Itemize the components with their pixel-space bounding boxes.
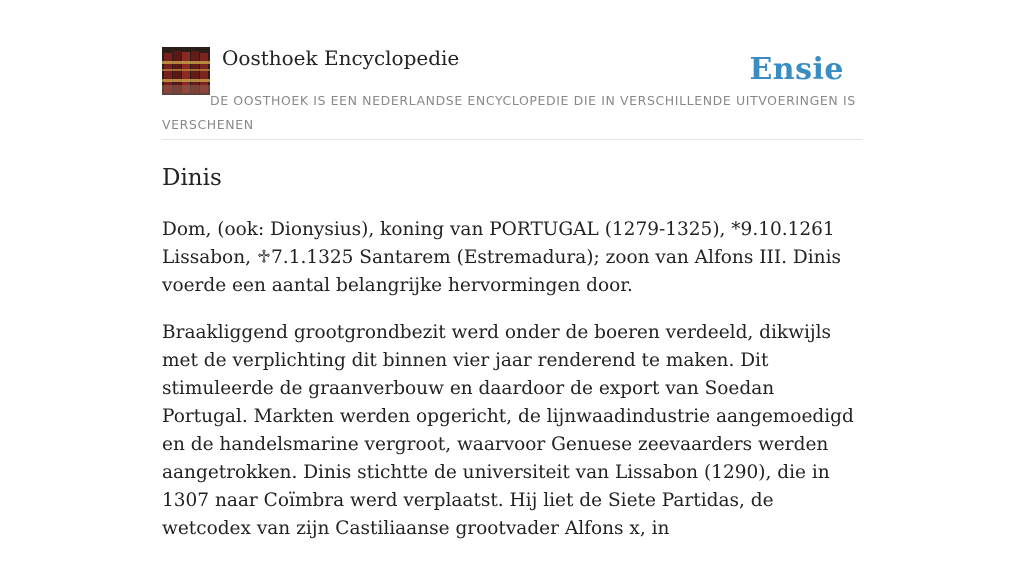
article-title: Dinis (162, 165, 222, 191)
encyclopedia-books-icon (162, 47, 210, 95)
site-header (162, 0, 862, 140)
ensie-logo[interactable]: Ensie (749, 52, 844, 87)
article-body (162, 216, 862, 562)
site-name[interactable]: Oosthoek Encyclopedie (222, 46, 460, 70)
page-container (162, 0, 862, 539)
site-tagline: DE OOSTHOEK IS EEN NEDERLANDSE ENCYCLOPEDIE DIE IN VERSCHILLENDE UITVOERINGEN IS VERSCHENEN (162, 93, 856, 132)
article-paragraph: Dom, (ook: Dionysius), koning van PORTUGAL (1279-1325), *9.10.1261 Lissabon, ♱7.1.1325 Santarem (Estremadura); zoon van Alfons III. Dinis voerde een aantal belangrijke hervormingen door. (162, 219, 841, 296)
site-avatar-encyclopedia-books-icon[interactable] (162, 47, 210, 95)
article-paragraph: Braakliggend grootgrondbezit werd onder de boeren verdeeld, dikwijls met de verplichting dit binnen vier jaar renderend te maken. Dit stimuleerde de graanverbouw en daardoor de export van Soedan Portugal. Markten werden opgericht, de lijnwaadindustrie aangemoedigd en de handelsmarine vergroot, waarvoor Genuese zeevaarders werden aangetrokken. Dinis stichtte de universiteit van Lissabon (1290), die in 1307 naar Coïmbra werd verplaatst. Hij liet de Siete Partidas, de wetcodex van zijn Castiliaanse grootvader Alfons x, in (162, 322, 854, 539)
